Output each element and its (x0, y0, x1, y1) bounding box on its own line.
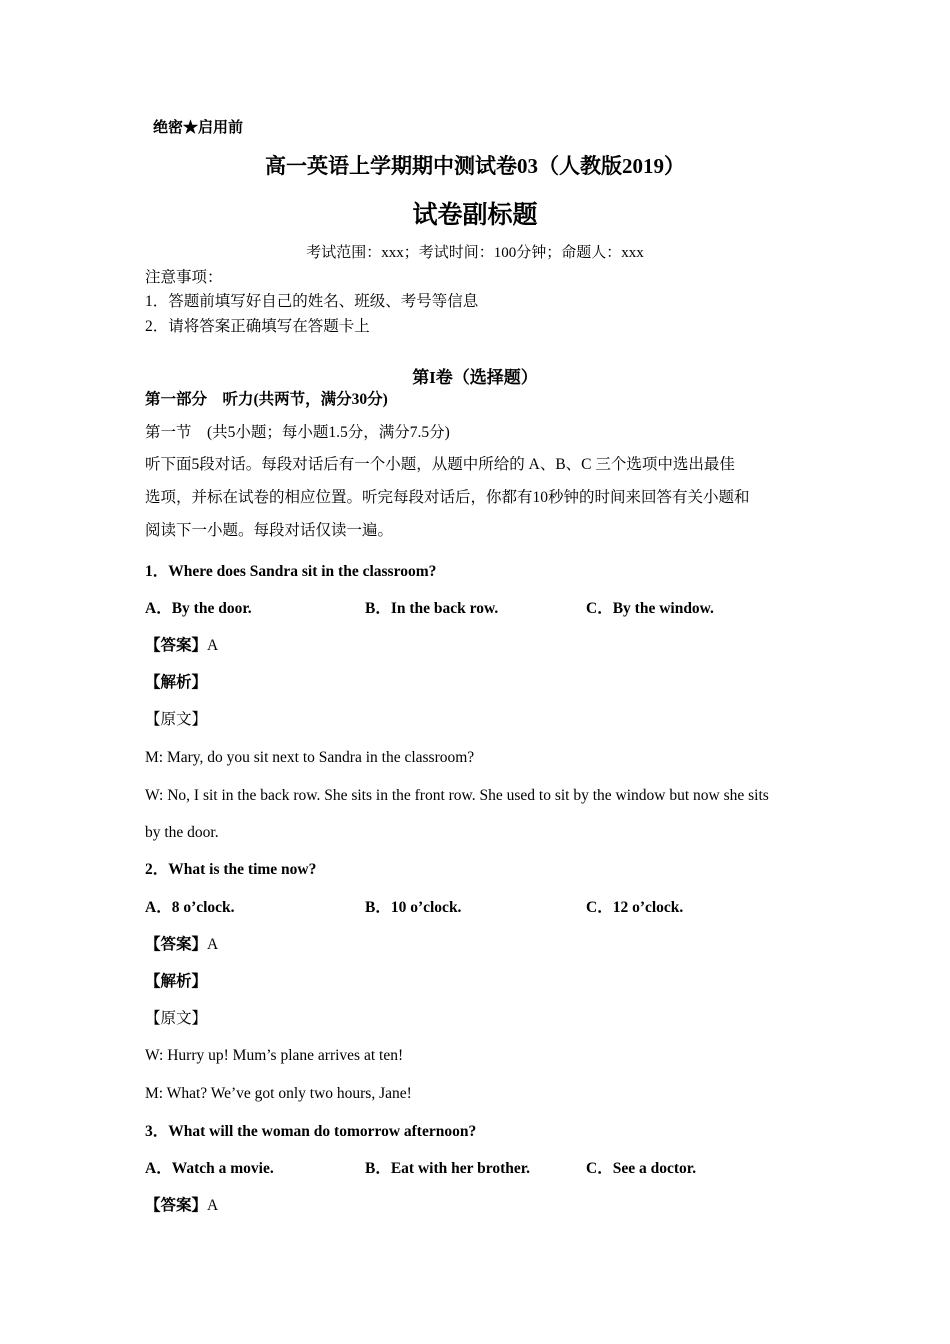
option-b: B．In the back row. (365, 600, 499, 617)
answer-label: 【答案】 (145, 1197, 208, 1214)
volume-title: 第I卷（选择题） (412, 368, 538, 387)
exam-title: 高一英语上学期期中测试卷03（人教版2019） (265, 154, 685, 178)
answer-value: A (207, 936, 219, 953)
question-stem: 1．Where does Sandra sit in the classroom? (145, 563, 437, 580)
instruction-line: 阅读下一小题。每段对话仅读一遍。 (145, 522, 394, 539)
secrecy-label: 绝密★启用前 (153, 120, 244, 136)
exam-subtitle: 试卷副标题 (412, 202, 538, 229)
transcript-line: M: Mary, do you sit next to Sandra in the classroom? (145, 749, 475, 766)
section-title: 第一节 (共5小题；每小题1.5分，满分7.5分) (145, 424, 450, 441)
instruction-line: 听下面5段对话。每段对话后有一个小题，从题中所给的 A、B、C 三个选项中选出最佳 (145, 456, 735, 473)
option-c: C．12 o’clock. (586, 899, 684, 916)
notes-heading: 注意事项： (145, 269, 223, 286)
answer-line (145, 935, 218, 955)
option-c: C．By the window. (586, 600, 714, 617)
note-item: 2．请将答案正确填写在答题卡上 (145, 318, 370, 335)
question-stem: 3．What will the woman do tomorrow afternoon? (145, 1123, 477, 1140)
option-a: A．Watch a movie. (145, 1160, 274, 1177)
instruction-line: 选项，并标在试卷的相应位置。听完每段对话后，你都有10秒钟的时间来回答有关小题和 (145, 489, 750, 506)
answer-line (145, 636, 218, 656)
option-b: B．10 o’clock. (365, 899, 462, 916)
option-c: C．See a doctor. (586, 1160, 697, 1177)
part-title: 第一部分 听力(共两节，满分30分) (145, 391, 388, 408)
answer-label: 【答案】 (145, 637, 208, 654)
original-label: 【原文】 (145, 711, 208, 728)
exam-info: 考试范围：xxx；考试时间：100分钟；命题人：xxx (306, 245, 644, 261)
option-a: A．By the door. (145, 600, 252, 617)
transcript-line: W: No, I sit in the back row. She sits in the front row. She used to sit by the window but now she sits (145, 787, 769, 804)
transcript-line: W: Hurry up! Mum’s plane arrives at ten! (145, 1047, 404, 1064)
option-a: A．8 o’clock. (145, 899, 235, 916)
option-b: B．Eat with her brother. (365, 1160, 531, 1177)
answer-value: A (207, 1197, 219, 1214)
transcript-line: by the door. (145, 824, 219, 841)
original-label: 【原文】 (145, 1010, 208, 1027)
analysis-label: 【解析】 (145, 674, 208, 691)
answer-value: A (207, 637, 219, 654)
answer-label: 【答案】 (145, 936, 208, 953)
analysis-label: 【解析】 (145, 973, 208, 990)
transcript-line: M: What? We’ve got only two hours, Jane! (145, 1085, 412, 1102)
answer-line (145, 1196, 218, 1216)
note-item: 1．答题前填写好自己的姓名、班级、考号等信息 (145, 293, 479, 310)
question-stem: 2．What is the time now? (145, 861, 317, 878)
